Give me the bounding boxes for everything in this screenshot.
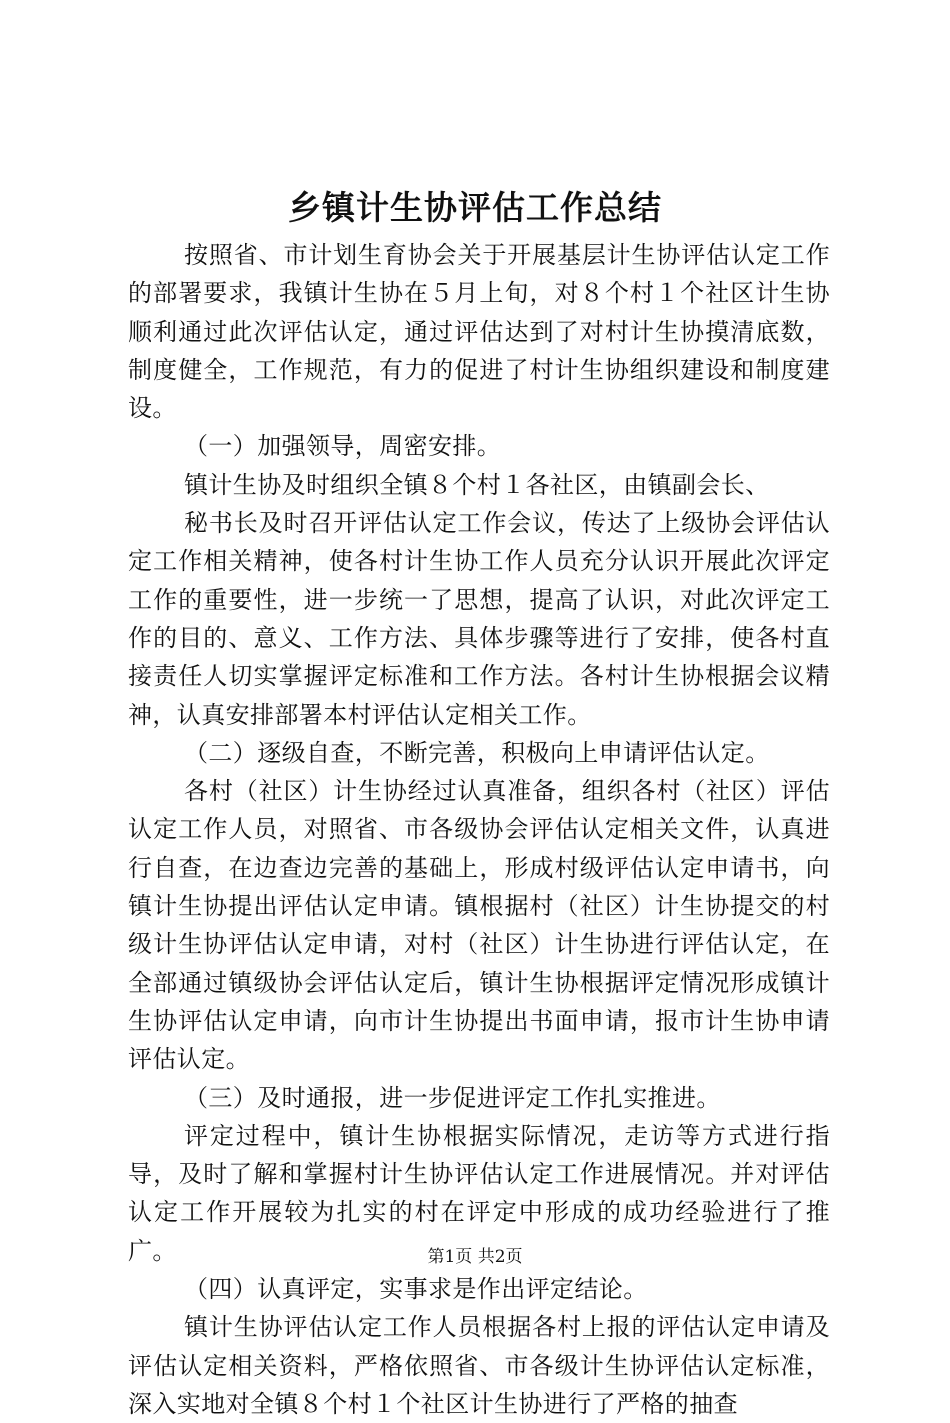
document-body (128, 236, 830, 1423)
section-heading-2: （二）逐级自查，不断完善，积极向上申请评估认定。 (184, 738, 770, 767)
paragraph-intro: 按照省、市计划生育协会关于开展基层计生协评估认定工作的部署要求，我镇计生协在５月上旬，对８个村１个社区计生协顺利通过此次评估认定，通过评估达到了对村计生协摸清底数，制度健全，工作规范，有力的促进了村计生协组织建设和制度建设。 (128, 241, 830, 423)
page-number-footer: 第1页 共2页 (427, 1247, 523, 1267)
section-heading-1: （一）加强领导，周密安排。 (184, 432, 502, 461)
document-title: 乡镇计生协评估工作总结 (288, 188, 662, 227)
paragraph: 镇计生协及时组织全镇８个村１各社区，由镇副会长、 (184, 470, 770, 499)
section-heading-3: （三）及时通报，进一步促进评定工作扎实推进。 (184, 1083, 721, 1112)
paragraph: 评定过程中，镇计生协根据实际情况，走访等方式进行指导，及时了解和掌握村计生协评估认定工作进展情况。并对评估认定工作开展较为扎实的村在评定中形成的成功经验进行了推广。 (128, 1121, 830, 1265)
section-heading-4: （四）认真评定，实事求是作出评定结论。 (184, 1275, 648, 1304)
paragraph: 镇计生协评估认定工作人员根据各村上报的评估认定申请及评估认定相关资料，严格依照省、市各级计生协评估认定标准，深入实地对全镇８个村１个社区计生协进行了严格的抽查 (128, 1313, 830, 1418)
paragraph: 秘书长及时召开评估认定工作会议，传达了上级协会评估认定工作相关精神，使各村计生协工作人员充分认识开展此次评定工作的重要性，进一步统一了思想，提高了认识，对此次评定工作的目的、意义、工作方法、具体步骤等进行了安排，使各村直接责任人切实掌握评定标准和工作方法。各村计生协根据会议精神，认真安排部署本村评估认定相关工作。 (128, 509, 830, 729)
paragraph: 各村（社区）计生协经过认真准备，组织各村（社区）评估认定工作人员，对照省、市各级协会评估认定相关文件，认真进行自查，在边查边完善的基础上，形成村级评估认定申请书，向镇计生协提出评估认定申请。镇根据村（社区）计生协提交的村级计生协评估认定申请，对村（社区）计生协进行评估认定，在全部通过镇级协会评估认定后，镇计生协根据评定情况形成镇计生协评估认定申请，向市计生协提出书面申请，报市计生协申请评估认定。 (128, 777, 830, 1074)
